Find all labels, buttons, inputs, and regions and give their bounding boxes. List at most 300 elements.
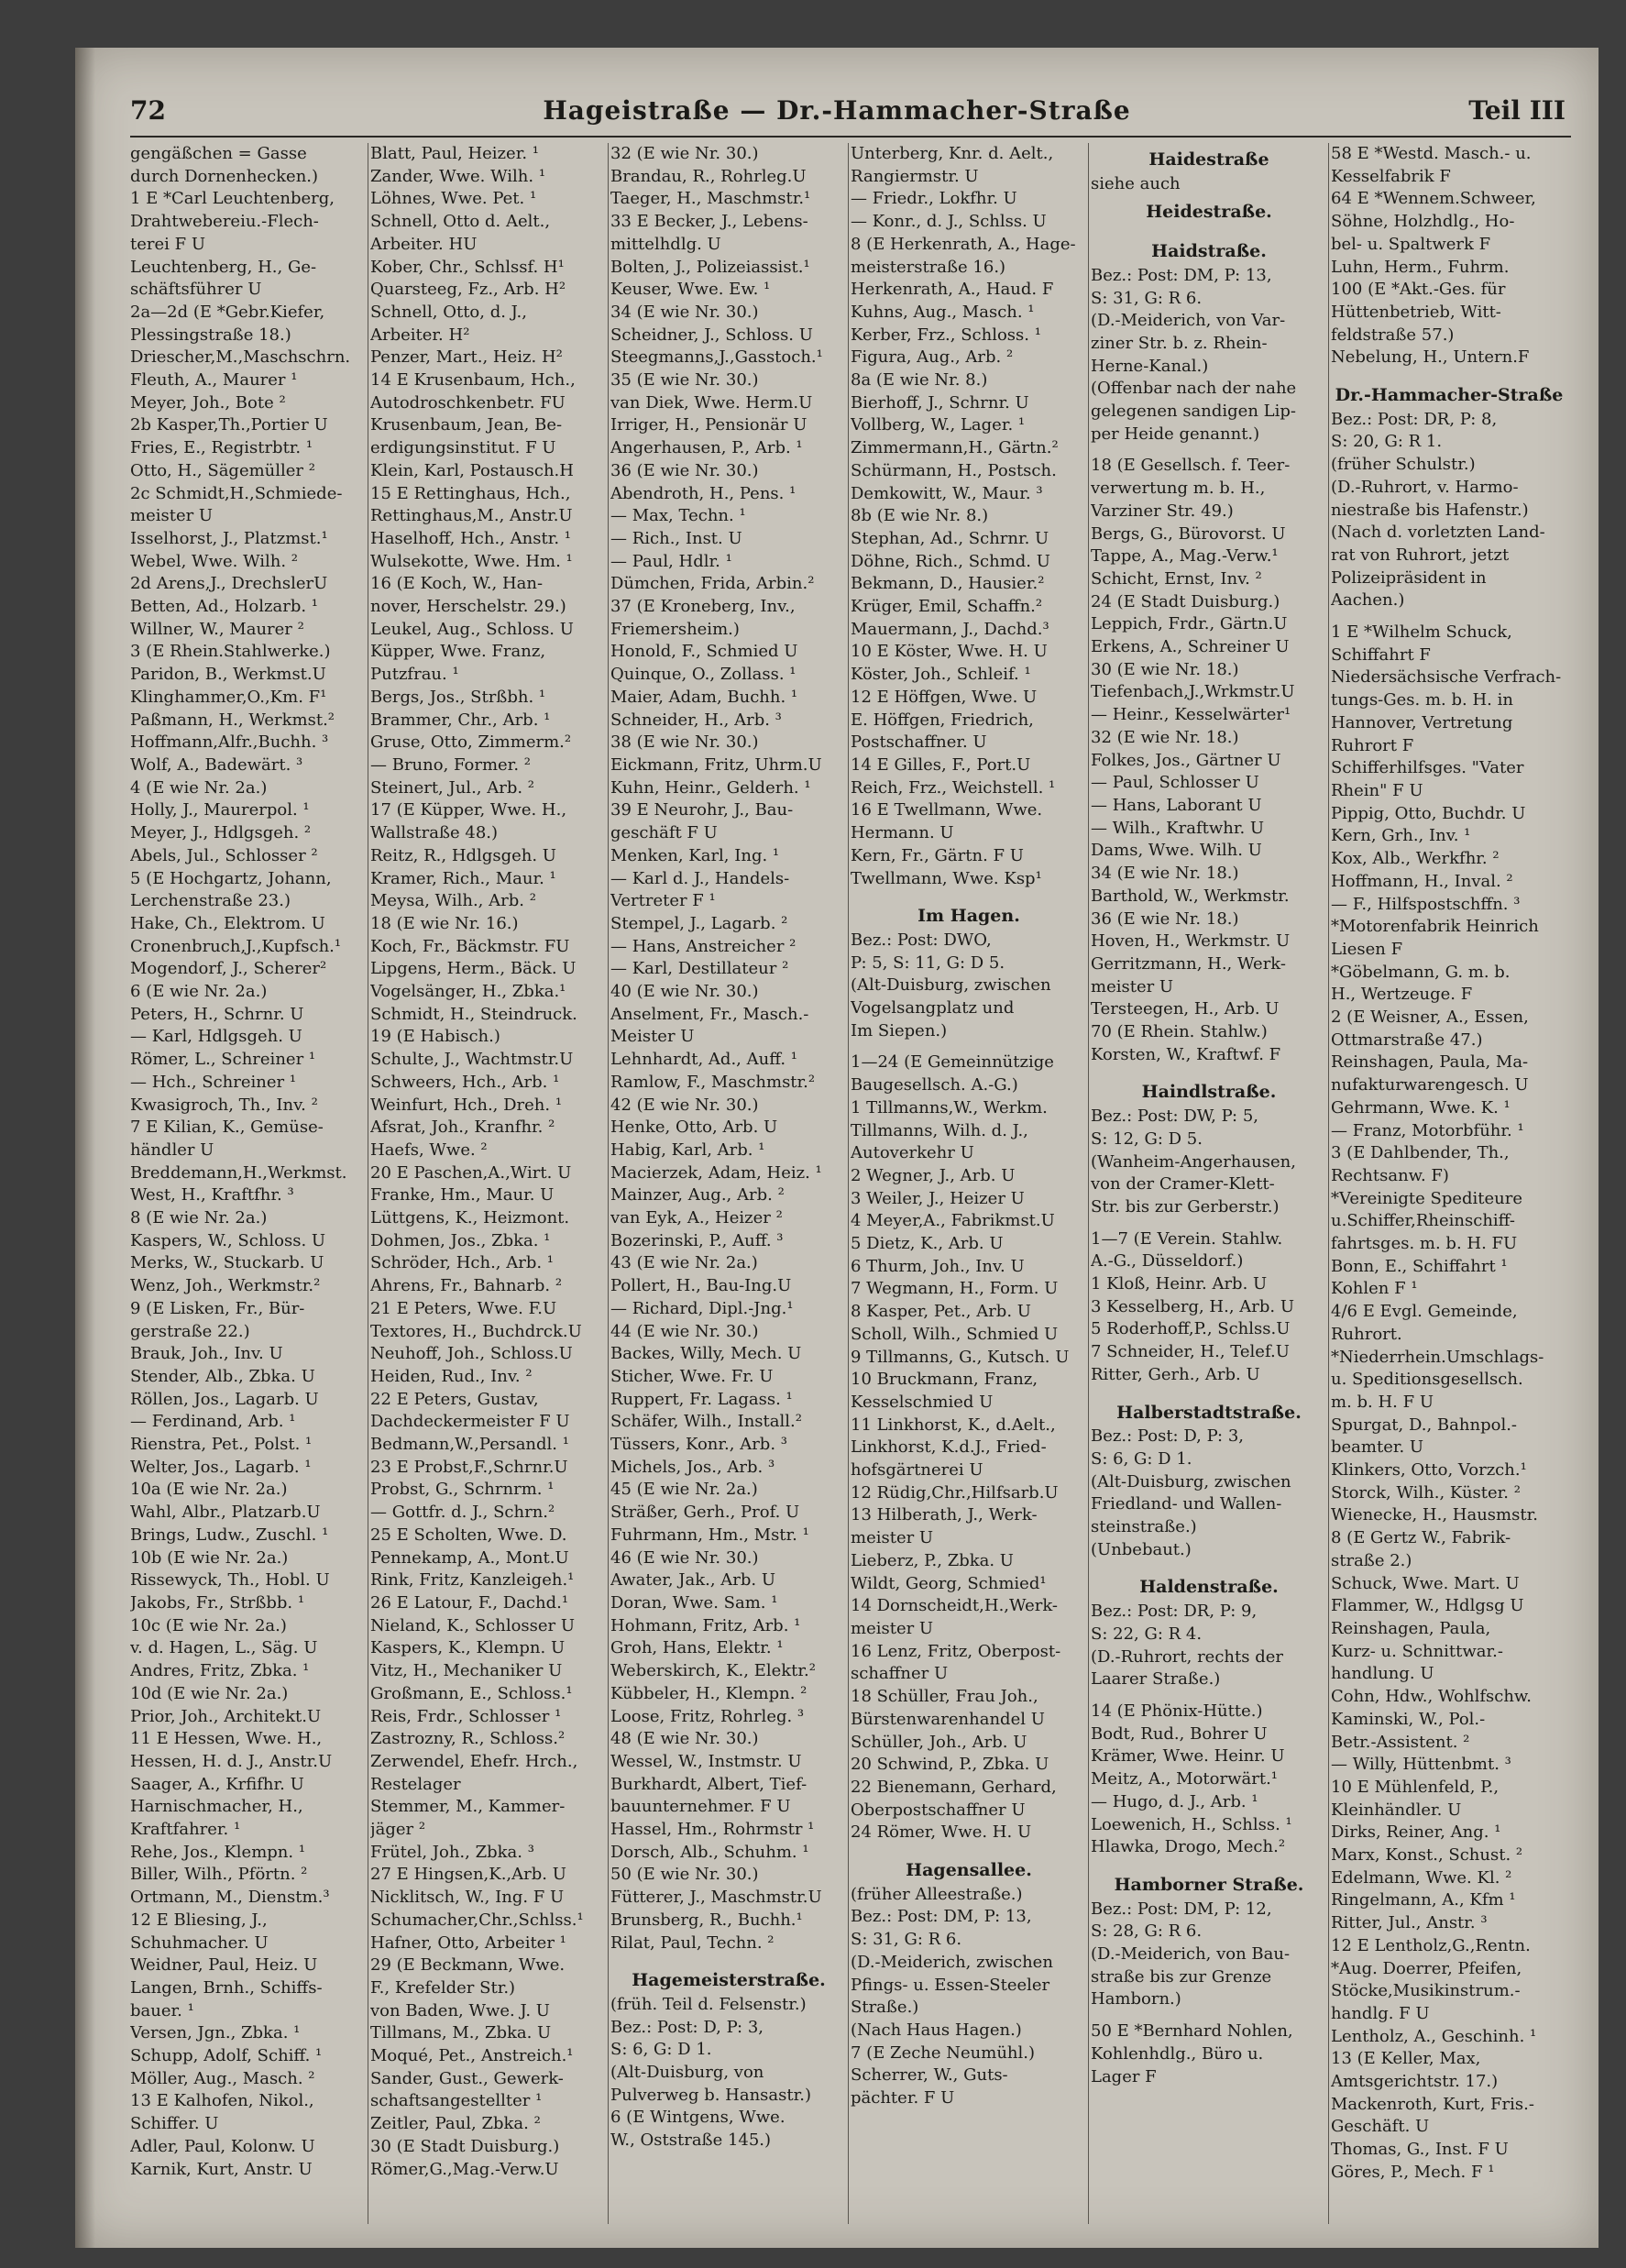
directory-line: 7 E Kilian, K., Gemüse-: [130, 1117, 324, 1138]
directory-line: Neuhoff, Joh., Schloss.U: [370, 1344, 573, 1364]
directory-line: Kwasigroch, Th., Inv. ²: [130, 1095, 318, 1115]
directory-line: 32 (E wie Nr. 18.): [1091, 727, 1239, 747]
directory-line: 17 (E Küpper, Wwe. H.,: [370, 800, 567, 820]
directory-line: Lentholz, A., Geschinh. ¹: [1331, 2026, 1537, 2046]
street-heading: Im Hagen.: [917, 906, 1020, 927]
directory-line: straße bis zur Grenze: [1091, 1966, 1272, 1987]
directory-line: 8 Kasper, Pet., Arb. U: [851, 1302, 1031, 1322]
directory-line: Anselment, Fr., Masch.-: [610, 1004, 809, 1024]
directory-line: Hoffmann,Alfr.,Buchh. ³: [130, 732, 329, 753]
directory-line: 12 E Höffgen, Wwe. U: [851, 687, 1038, 707]
directory-line: Brings, Ludw., Zuschl. ¹: [130, 1525, 329, 1545]
directory-line: Fries, E., Registrbtr. ¹: [130, 438, 313, 458]
directory-line: Römer, L., Schreiner ¹: [130, 1050, 316, 1070]
directory-line: Hohmann, Fritz, Arb. ¹: [610, 1615, 801, 1635]
directory-line: Schröder, Hch., Arb. ¹: [370, 1253, 555, 1273]
directory-line: Edelmann, Wwe. Kl. ²: [1331, 1867, 1512, 1888]
directory-line: [851, 1042, 1087, 1051]
directory-line: (Alt-Duisburg, zwischen: [851, 975, 1051, 996]
directory-line: Gerritzmann, H., Werk-: [1091, 953, 1286, 974]
directory-line: 40 (E wie Nr. 30.): [610, 982, 759, 1002]
directory-line: Sträßer, Gerh., Prof. U: [610, 1503, 800, 1523]
directory-line: Mogendorf, J., Scherer²: [130, 959, 327, 979]
directory-line: 32 (E wie Nr. 30.): [610, 144, 759, 163]
directory-line: *Vereinigte Spediteure: [1331, 1188, 1523, 1208]
directory-line: (D.-Meiderich, zwischen: [851, 1952, 1053, 1972]
directory-line: Langen, Brnh., Schiffs-: [130, 1977, 323, 1998]
directory-line: 8 (E wie Nr. 2a.): [130, 1208, 268, 1228]
directory-line: Zander, Wwe. Wilh. ¹: [370, 166, 546, 186]
directory-line: 22 Bienemann, Gerhard,: [851, 1777, 1057, 1797]
directory-line: Loewenich, H., Schlss. ¹: [1091, 1814, 1292, 1834]
directory-line: Brauk, Joh., Inv. U: [130, 1344, 283, 1364]
directory-line: (Nach Haus Hagen.): [851, 2020, 1022, 2040]
directory-line: Reis, Frdr., Schlosser ¹: [370, 1706, 562, 1726]
directory-line: 100 (E *Akt.-Ges. für: [1331, 280, 1506, 300]
directory-line: Ruppert, Fr. Lagass. ¹: [610, 1389, 793, 1409]
directory-line: Welter, Jos., Lagarb. ¹: [130, 1457, 312, 1477]
directory-line: Zerwendel, Ehefr. Hrch.,: [370, 1751, 578, 1771]
directory-line: Merks, W., Stuckarb. U: [130, 1253, 324, 1273]
directory-line: Autoverkehr U: [851, 1143, 974, 1163]
directory-line: Scholl, Wilh., Schmied U: [851, 1324, 1059, 1344]
directory-line: Saager, A., Krfifhr. U: [130, 1774, 304, 1794]
directory-line: Rettinghaus,M., Anstr.U: [370, 506, 573, 526]
directory-line: Holly, J., Maurerpol. ¹: [130, 800, 310, 820]
street-heading: Haidestraße: [1148, 149, 1269, 170]
directory-line: Quinque, O., Zollass. ¹: [610, 665, 797, 685]
directory-line: 11 E Hessen, Wwe. H.,: [130, 1729, 323, 1749]
directory-line: Macierzek, Adam, Heiz. ¹: [610, 1162, 822, 1183]
directory-line: Kern, Fr., Gärtn. F U: [851, 845, 1024, 865]
directory-line: 18 Schüller, Frau Joh.,: [851, 1687, 1038, 1707]
directory-line: Vitz, H., Mechaniker U: [370, 1661, 563, 1681]
directory-line: Sticher, Wwe. Fr. U: [610, 1366, 774, 1386]
street-heading: Hagensallee.: [906, 1860, 1032, 1881]
directory-line: Betr.-Assistent. ²: [1331, 1732, 1470, 1752]
directory-line: v. d. Hagen, L., Säg. U: [130, 1638, 318, 1658]
directory-line: Kerber, Frz., Schloss. ¹: [851, 325, 1041, 345]
directory-line: — Karl d. J., Handels-: [610, 868, 790, 888]
directory-line: Dams, Wwe. Wilh. U: [1091, 841, 1262, 861]
directory-line: Ruhrort F: [1331, 735, 1414, 755]
directory-line: Marx, Konst., Schust. ²: [1331, 1845, 1523, 1866]
directory-line: Hüttenbetrieb, Witt-: [1331, 302, 1501, 322]
directory-line: — Karl, Hdlgsgeh. U: [130, 1027, 302, 1047]
directory-line: [1091, 1066, 1327, 1075]
directory-line: u.Schiffer,Rheinschiff-: [1331, 1211, 1515, 1231]
directory-line: Bürstenwarenhandel U: [851, 1709, 1045, 1729]
directory-line: u. Speditionsgesellsch.: [1331, 1370, 1523, 1390]
directory-line: 10c (E wie Nr. 2a.): [130, 1615, 287, 1635]
directory-line: — Hans, Anstreicher ²: [610, 936, 797, 956]
directory-line: Bergs, Jos., Strßbh. ¹: [370, 687, 546, 707]
directory-line: 30 (E wie Nr. 18.): [1091, 659, 1239, 679]
directory-line: (früh. Teil d. Felsenstr.): [610, 1994, 807, 2014]
directory-line: Hannover, Vertretung: [1331, 712, 1513, 732]
directory-line: Doran, Wwe. Sam. ¹: [610, 1593, 778, 1613]
directory-line: Quarsteeg, Fz., Arb. H²: [370, 280, 566, 300]
directory-line: terei F U: [130, 234, 206, 254]
header-divider: [130, 136, 1571, 138]
directory-line: [851, 890, 1087, 899]
directory-line: Niedersächsische Verfrach-: [1331, 667, 1562, 688]
directory-line: — Konr., d. J., Schlss. U: [851, 212, 1047, 232]
directory-line: handlg. F U: [1331, 2003, 1430, 2023]
directory-line: Kuhns, Aug., Masch. ¹: [851, 302, 1035, 322]
directory-line: (Alt-Duisburg, zwischen: [1091, 1471, 1291, 1492]
directory-line: 3 (E Dahlbender, Th.,: [1331, 1143, 1510, 1163]
directory-line: Mackenroth, Kurt, Fris.-: [1331, 2094, 1534, 2114]
directory-line: [1091, 1691, 1327, 1701]
directory-line: Weberskirch, K., Elektr.²: [610, 1661, 816, 1681]
directory-line: Stemmer, M., Kammer-: [370, 1797, 566, 1817]
directory-line: Fütterer, J., Maschmstr.U: [610, 1888, 822, 1908]
directory-line: Pollert, H., Bau-Ing.U: [610, 1276, 792, 1296]
directory-line: Barthold, W., Werkmstr.: [1091, 886, 1290, 906]
directory-line: steinstraße.): [1091, 1517, 1197, 1537]
directory-line: Taeger, H., Maschmstr.¹: [610, 189, 811, 209]
directory-line: Unterberg, Knr. d. Aelt.,: [851, 144, 1054, 163]
directory-line: Blatt, Paul, Heizer. ¹: [370, 144, 539, 163]
directory-line: Henke, Otto, Arb. U: [610, 1117, 778, 1138]
directory-line: Kaminski, W., Pol.-: [1331, 1709, 1486, 1729]
directory-line: — Richard, Dipl.-Jng.¹: [610, 1298, 794, 1318]
directory-line: nover, Herschelstr. 29.): [370, 597, 566, 617]
directory-line: Fleuth, A., Maurer ¹: [130, 370, 298, 391]
directory-line: — Paul, Hdlr. ¹: [610, 551, 732, 571]
directory-line: Schupp, Adolf, Schiff. ¹: [130, 2046, 323, 2066]
directory-line: 30 (E Stadt Duisburg.): [370, 2136, 560, 2156]
directory-line: Friedland- und Wallen-: [1091, 1494, 1282, 1514]
directory-line: Leuchtenberg, H., Ge-: [130, 257, 317, 277]
directory-line: 34 (E wie Nr. 18.): [1091, 864, 1239, 884]
directory-line: — Willy, Hüttenbmt. ³: [1331, 1755, 1511, 1775]
directory-line: [1091, 2011, 1327, 2020]
directory-line: — Franz, Motorbführ. ¹: [1331, 1120, 1524, 1140]
directory-line: Spurgat, D., Bahnpol.-: [1331, 1415, 1518, 1435]
directory-line: 16 Lenz, Fritz, Oberpost-: [851, 1641, 1061, 1661]
directory-line: Figura, Aug., Arb. ²: [851, 347, 1014, 368]
directory-line: 1 Kloß, Heinr. Arb. U: [1091, 1274, 1268, 1294]
directory-line: Nebelung, H., Untern.F: [1331, 347, 1530, 368]
street-heading: Dr.-Hammacher-Straße: [1335, 385, 1564, 406]
directory-line: (Alt-Duisburg, von: [610, 2063, 764, 2083]
directory-line: Pfings- u. Essen-Steeler: [851, 1975, 1050, 1995]
page-number: 72: [130, 95, 166, 126]
directory-line: West, H., Kraftfhr. ³: [130, 1185, 294, 1206]
directory-line: Textores, H., Buchdrck.U: [370, 1321, 582, 1341]
directory-line: Dorsch, Alb., Schuhm. ¹: [610, 1842, 809, 1862]
directory-line: Herne-Kanal.): [1091, 356, 1209, 376]
directory-line: Schiffahrt F: [1331, 644, 1431, 665]
directory-line: — Ferdinand, Arb. ¹: [130, 1412, 296, 1432]
directory-line: Demkowitt, W., Maur. ³: [851, 483, 1043, 503]
directory-line: Linkhorst, K.d.J., Fried-: [851, 1437, 1047, 1458]
directory-line: 3 Weiler, J., Heizer U: [851, 1188, 1025, 1208]
directory-line: 5 (E Hochgartz, Johann,: [130, 868, 332, 888]
directory-line: Kober, Chr., Schlssf. H¹: [370, 257, 565, 277]
directory-line: 70 (E Rhein. Stahlw.): [1091, 1022, 1268, 1042]
directory-line: Isselhorst, J., Platzmst.¹: [130, 528, 328, 548]
column-divider: [608, 143, 609, 2224]
directory-line: Restelager: [370, 1774, 461, 1794]
directory-line: mittelhdlg. U: [610, 234, 721, 254]
directory-line: 1—7 (E Verein. Stahlw.: [1091, 1228, 1283, 1249]
directory-line: E. Höffgen, Friedrich,: [851, 710, 1034, 730]
directory-line: Cronenbruch,J.,Kupfsch.¹: [130, 936, 342, 956]
directory-line: 22 E Peters, Gustav,: [370, 1389, 539, 1409]
directory-line: 18 (E wie Nr. 16.): [370, 913, 519, 933]
directory-line: (Unbebaut.): [1091, 1539, 1192, 1559]
directory-line: Otto, H., Sägemüller ²: [130, 460, 315, 480]
directory-line: siehe auch: [1091, 173, 1181, 193]
directory-line: Steegmanns,J.,Gasstoch.¹: [610, 347, 823, 368]
directory-line: Lager F: [1091, 2066, 1157, 2086]
directory-line: Franke, Hm., Maur. U: [370, 1185, 555, 1206]
directory-line: Schmidt, H., Steindruck.: [370, 1004, 577, 1024]
directory-line: 2d Arens,J., DrechslerU: [130, 574, 328, 594]
directory-line: Klein, Karl, Postausch.H: [370, 460, 574, 480]
directory-line: Kern, Grh., Inv. ¹: [1331, 826, 1471, 846]
directory-line: — Karl, Destillateur ²: [610, 959, 789, 979]
directory-line: 33 E Becker, J., Lebens-: [610, 212, 808, 232]
directory-line: schäftsführer U: [130, 280, 262, 300]
directory-line: Abendroth, H., Pens. ¹: [610, 483, 797, 503]
directory-line: Luhn, Herm., Fuhrm.: [1331, 257, 1510, 277]
directory-line: Bez.: Post: DWO,: [851, 930, 992, 950]
directory-line: 4 (E wie Nr. 2a.): [130, 777, 268, 798]
directory-line: ziner Str. b. z. Rhein-: [1091, 333, 1268, 353]
directory-line: 36 (E wie Nr. 18.): [1091, 908, 1239, 929]
directory-line: Hlawka, Drogo, Mech.²: [1091, 1837, 1286, 1857]
directory-line: meister U: [851, 1528, 934, 1548]
directory-columns: [130, 143, 1571, 2224]
directory-line: 12 E Lentholz,G.,Rentn.: [1331, 1935, 1531, 1955]
directory-line: Reinshagen, Paula,: [1331, 1619, 1491, 1638]
directory-line: Kübbeler, H., Klempn. ²: [610, 1683, 808, 1703]
directory-line: 12 E Bliesing, J.,: [130, 1910, 268, 1930]
directory-line: per Heide genannt.): [1091, 424, 1260, 444]
directory-line: 35 (E wie Nr. 30.): [610, 370, 759, 391]
directory-line: Scherrer, W., Guts-: [851, 2065, 1008, 2086]
directory-line: Bergs, G., Bürovorst. U: [1091, 523, 1286, 544]
directory-line: 10b (E wie Nr. 2a.): [130, 1547, 289, 1568]
directory-line: Kohlen F ¹: [1331, 1279, 1418, 1299]
directory-line: gengäßchen = Gasse: [130, 144, 307, 163]
directory-line: Cohn, Hdw., Wohlfschw.: [1331, 1687, 1532, 1707]
directory-line: Weidner, Paul, Heiz. U: [130, 1955, 318, 1976]
directory-line: 8a (E wie Nr. 8.): [851, 370, 988, 391]
directory-line: Probst, G., Schrnrm. ¹: [370, 1480, 555, 1500]
directory-line: geschäft F U: [610, 823, 718, 843]
directory-line: Postschaffner. U: [851, 732, 987, 753]
directory-line: Tillmanns, Wilh. d. J.,: [851, 1120, 1028, 1140]
directory-line: Eickmann, Fritz, Uhrm.U: [610, 754, 822, 775]
directory-line: Meitz, A., Motorwärt.¹: [1091, 1769, 1279, 1789]
directory-line: Krämer, Wwe. Heinr. U: [1091, 1746, 1285, 1767]
directory-line: Twellmann, Wwe. Ksp¹: [851, 868, 1042, 888]
directory-line: 2 Wegner, J., Arb. U: [851, 1165, 1016, 1185]
directory-line: *Motorenfabrik Heinrich: [1331, 917, 1539, 937]
directory-line: Wulsekotte, Wwe. Hm. ¹: [370, 551, 573, 571]
directory-line: S: 6, G: D 1.: [610, 2040, 712, 2060]
directory-line: S: 6, G: D 1.: [1091, 1448, 1192, 1469]
directory-line: Wienecke, H., Hausmstr.: [1331, 1505, 1538, 1525]
directory-line: Lerchenstraße 23.): [130, 891, 291, 911]
directory-line: 18 (E Gesellsch. f. Teer-: [1091, 456, 1291, 476]
directory-line: Amtsgerichtstr. 17.): [1331, 2072, 1499, 2092]
directory-line: Pulverweg b. Hansastr.): [610, 2085, 811, 2105]
directory-line: Webel, Wwe. Wilh. ²: [130, 551, 299, 571]
directory-line: Moqué, Pet., Anstreich.¹: [370, 2046, 574, 2066]
directory-line: Schifferhilfsges. "Vater: [1331, 758, 1524, 778]
directory-line: Korsten, W., Kraftwf. F: [1091, 1044, 1281, 1064]
directory-line: Klinghammer,O.,Km. F¹: [130, 687, 327, 707]
directory-line: meister U: [851, 1619, 934, 1638]
directory-line: 13 E Kalhofen, Nikol.,: [130, 2091, 314, 2111]
directory-line: Bez.: Post: DW, P: 5,: [1091, 1106, 1259, 1127]
directory-line: Schuck, Wwe. Mart. U: [1331, 1573, 1520, 1593]
directory-line: Mainzer, Aug., Arb. ²: [610, 1185, 785, 1206]
directory-line: 6 (E wie Nr. 2a.): [130, 982, 268, 1002]
column-divider: [1088, 143, 1089, 2224]
directory-line: 37 (E Kroneberg, Inv.,: [610, 597, 796, 617]
directory-line: 27 E Hingsen,K.,Arb. U: [370, 1865, 566, 1885]
directory-line: (D.-Ruhrort, rechts der: [1091, 1646, 1283, 1667]
directory-line: 14 Dornscheidt,H.,Werk-: [851, 1596, 1058, 1616]
directory-line: tungs-Ges. m. b. H. in: [1331, 690, 1513, 710]
directory-line: — Paul, Schlosser U: [1091, 773, 1259, 793]
directory-line: Meysa, Wilh., Arb. ²: [370, 891, 536, 911]
directory-line: 2c Schmidt,H.,Schmiede-: [130, 483, 343, 503]
directory-line: Arbeiter. H²: [370, 325, 470, 345]
directory-line: Dümchen, Frida, Arbin.²: [610, 574, 815, 594]
directory-line: hofsgärtnerei U: [851, 1460, 983, 1481]
directory-line: Koch, Fr., Bäckmstr. FU: [370, 936, 570, 956]
directory-line: Wolf, A., Badewärt. ³: [130, 754, 303, 775]
directory-line: Pennekamp, A., Mont.U: [370, 1547, 569, 1568]
directory-line: Haefs, Wwe. ²: [370, 1140, 488, 1160]
directory-line: Biller, Wilh., Pförtn. ²: [130, 1865, 308, 1885]
page-title: Hageistraße — Dr.-Hammacher-Straße: [543, 95, 1131, 126]
directory-line: 14 E Gilles, F., Port.U: [851, 754, 1031, 775]
directory-line: Küpper, Wwe. Franz,: [370, 642, 546, 662]
directory-line: Autodroschkenbetr. FU: [370, 392, 566, 413]
directory-line: 10d (E wie Nr. 2a.): [130, 1683, 289, 1703]
directory-line: Versen, Jgn., Zbka. ¹: [130, 2023, 301, 2043]
directory-line: erdigungsinstitut. F U: [370, 438, 556, 458]
directory-line: — Hugo, d. J., Arb. ¹: [1091, 1791, 1258, 1811]
directory-line: Brunsberg, R., Buchh.¹: [610, 1910, 803, 1930]
directory-line: (früher Alleestraße.): [851, 1884, 1023, 1904]
directory-line: Menken, Karl, Ing. ¹: [610, 845, 780, 865]
street-heading: Haldenstraße.: [1139, 1577, 1279, 1598]
directory-line: 9 (E Lisken, Fr., Bür-: [130, 1298, 305, 1318]
directory-line: Schumacher,Chr.,Schlss.¹: [370, 1910, 584, 1930]
street-heading: Hagemeisterstraße.: [632, 1970, 826, 1991]
directory-line: Ruhrort.: [1331, 1324, 1402, 1344]
directory-line: Bez.: Post: DM, P: 12,: [1091, 1899, 1272, 1919]
directory-line: F., Krefelder Str.): [370, 1977, 516, 1998]
directory-line: jäger ²: [370, 1820, 426, 1840]
directory-line: Bonn, E., Schiffahrt ¹: [1331, 1256, 1508, 1276]
directory-line: 3 (E Rhein.Stahlwerke.): [130, 642, 331, 662]
directory-line: Lieberz, P., Zbka. U: [851, 1550, 1014, 1570]
volume-part: Teil III: [1468, 95, 1566, 126]
directory-line: Burkhardt, Albert, Tief-: [610, 1774, 808, 1794]
directory-line: Schicht, Ernst, Inv. ²: [1091, 568, 1262, 589]
directory-line: Vogelsänger, H., Zbka.¹: [370, 982, 566, 1002]
directory-line: — Wilh., Kraftwhr. U: [1091, 818, 1265, 838]
directory-line: 15 E Rettinghaus, Hch.,: [370, 483, 571, 503]
directory-line: Bozerinski, P., Auff. ³: [610, 1230, 784, 1250]
directory-line: 13 Hilberath, J., Werk-: [851, 1505, 1038, 1525]
directory-line: Bez.: Post: DM, P: 13,: [851, 1907, 1032, 1927]
directory-line: Paridon, B., Werkmst.U: [130, 665, 326, 685]
directory-line: Driescher,M.,Maschschrn.: [130, 347, 351, 368]
directory-line: Römer,G.,Mag.-Verw.U: [370, 2159, 559, 2179]
directory-line: 50 (E wie Nr. 30.): [610, 1865, 759, 1885]
directory-line: Leukel, Aug., Schloss. U: [370, 619, 574, 639]
directory-line: Vollberg, W., Lager. ¹: [851, 415, 1026, 435]
directory-line: Hafner, Otto, Arbeiter ¹: [370, 1932, 566, 1953]
directory-line: Dohmen, Jos., Zbka. ¹: [370, 1230, 551, 1250]
directory-line: feldstraße 57.): [1331, 325, 1455, 345]
directory-line: Löhnes, Wwe. Pet. ¹: [370, 189, 537, 209]
directory-line: 23 E Probst,F.,Schrnr.U: [370, 1457, 568, 1477]
directory-line: 36 (E wie Nr. 30.): [610, 460, 759, 480]
street-heading: Haidstraße.: [1151, 241, 1267, 262]
directory-line: Kesselfabrik F: [1331, 166, 1451, 186]
directory-line: Schiffer. U: [130, 2114, 219, 2134]
directory-line: Kesselschmied U: [851, 1392, 994, 1412]
directory-line: Penzer, Mart., Heiz. H²: [370, 347, 563, 368]
directory-line: 7 (E Zeche Neumühl.): [851, 2042, 1036, 2063]
directory-line: Söhne, Holzhdlg., Ho-: [1331, 212, 1515, 232]
directory-line: Schulte, J., Wachtmstr.U: [370, 1050, 574, 1070]
directory-line: Schüller, Joh., Arb. U: [851, 1732, 1027, 1752]
directory-line: Kox, Alb., Werkfhr. ²: [1331, 849, 1500, 869]
directory-line: 9 Tillmanns, G., Kutsch. U: [851, 1347, 1070, 1367]
directory-line: Lipgens, Herm., Bäck. U: [370, 959, 577, 979]
directory-line: 39 E Neurohr, J., Bau-: [610, 800, 794, 820]
directory-line: Stender, Alb., Zbka. U: [130, 1366, 315, 1386]
directory-line: S: 20, G: R 1.: [1331, 432, 1443, 452]
directory-line: Lehnhardt, Ad., Auff. ¹: [610, 1050, 798, 1070]
directory-line: Laarer Straße.): [1091, 1669, 1221, 1690]
directory-line: gelegenen sandigen Lip-: [1091, 402, 1296, 422]
directory-line: Dirks, Reiner, Ang. ¹: [1331, 1822, 1501, 1843]
directory-line: Meyer, Joh., Bote ²: [130, 392, 286, 413]
directory-line: Stöcke,Musikinstrum.-: [1331, 1981, 1521, 2001]
directory-line: Kohlenhdlg., Büro u.: [1091, 2043, 1264, 2064]
directory-line: *Aug. Doerrer, Pfeifen,: [1331, 1958, 1522, 1978]
directory-line: Ringelmann, A., Kfm ¹: [1331, 1890, 1516, 1910]
directory-line: [1091, 226, 1327, 235]
directory-line: rat von Ruhrort, jetzt: [1331, 545, 1510, 565]
directory-line: Meyer, J., Hdlgsgeh. ²: [130, 823, 312, 843]
directory-line: Rangiermstr. U: [851, 166, 979, 186]
directory-line: 7 Schneider, H., Telef.U: [1091, 1342, 1290, 1362]
directory-line: Bierhoff, J., Schrnr. U: [851, 392, 1029, 413]
directory-line: Baugesellsch. A.-G.): [851, 1075, 1018, 1095]
directory-line: 10a (E wie Nr. 2a.): [130, 1480, 288, 1500]
directory-line: Ahrens, Fr., Bahnarb. ²: [370, 1276, 563, 1296]
directory-line: 1 E *Carl Leuchtenberg,: [130, 189, 335, 209]
directory-line: van Diek, Wwe. Herm.U: [610, 392, 813, 413]
directory-line: Arbeiter. HU: [370, 234, 478, 254]
